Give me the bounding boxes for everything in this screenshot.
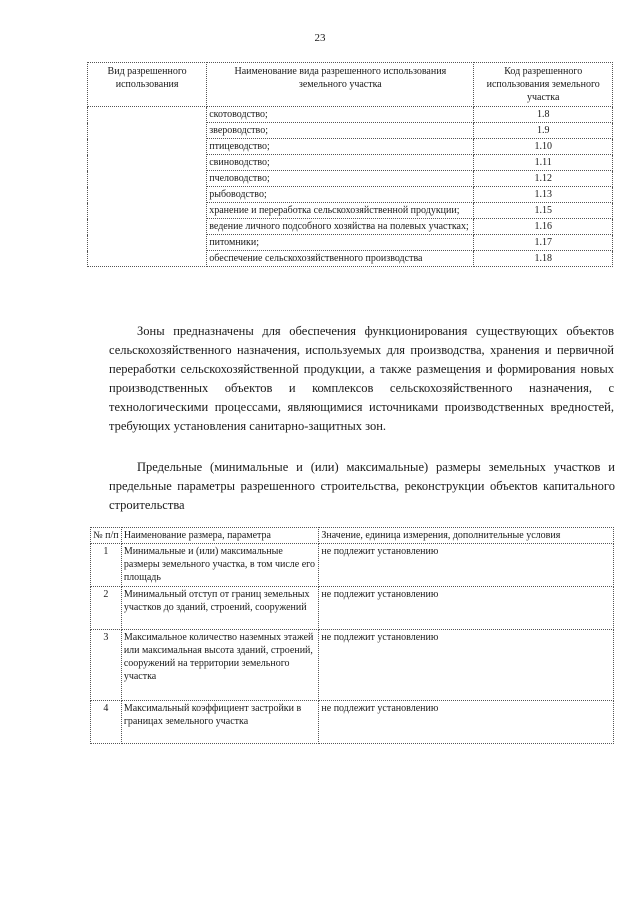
header-use-name: Наименование вида разрешенного использования земельного участка	[207, 63, 474, 107]
use-name: рыбоводство;	[207, 187, 474, 203]
page-number: 23	[314, 32, 326, 44]
parameter-value: не подлежит установлению	[319, 701, 614, 744]
use-name: свиноводство;	[207, 155, 474, 171]
parameter-value: не подлежит установлению	[319, 544, 614, 587]
use-code: 1.15	[474, 203, 613, 219]
table-header-row	[91, 528, 614, 544]
parameter-name: Минимальный отступ от границ земельных участков до зданий, строений, сооружений	[121, 587, 319, 630]
use-code: 1.17	[474, 235, 613, 251]
table-row	[91, 587, 614, 630]
row-number: 2	[91, 587, 122, 630]
use-name: птицеводство;	[207, 139, 474, 155]
limits-heading-text: Предельные (минимальные и (или) максимальные) размеры земельных участков и предельные параметры разрешенного строительства, реконструкции объектов капитального строительства	[109, 460, 615, 512]
table-header-row	[88, 63, 613, 107]
use-code: 1.9	[474, 123, 613, 139]
row-number: 3	[91, 630, 122, 701]
parameter-name: Максимальное количество наземных этажей или максимальная высота зданий, строений, сооружений на территории земельного участка	[121, 630, 319, 701]
limits-heading-paragraph	[109, 458, 615, 515]
use-code: 1.18	[474, 251, 613, 267]
use-code: 1.12	[474, 171, 613, 187]
header-parameter: Наименование размера, параметра	[121, 528, 319, 544]
parameter-value: не подлежит установлению	[319, 587, 614, 630]
header-use-type: Вид разрешенного использования	[88, 63, 207, 107]
use-name: ведение личного подсобного хозяйства на полевых участках;	[207, 219, 474, 235]
use-code: 1.10	[474, 139, 613, 155]
use-type-cell	[88, 107, 207, 267]
use-name: обеспечение сельскохозяйственного производства	[207, 251, 474, 267]
row-number: 1	[91, 544, 122, 587]
use-name: хранение и переработка сельскохозяйственной продукции;	[207, 203, 474, 219]
table-row	[91, 544, 614, 587]
header-use-code: Код разрешенного использования земельного участка	[474, 63, 613, 107]
zone-purpose-text: Зоны предназначены для обеспечения функционирования существующих объектов сельскохозяйственного назначения, используемых для производства, хранения и первичной переработки сельскохозяйственной продукции, а также размещения и формирования новых производственных объектов и комплексов сельскохозяйственного назначения, с технологическими процессами, являющимися источниками производственных вредностей, требующих установления санитарно-защитных зон.	[109, 324, 614, 433]
zone-purpose-paragraph	[109, 322, 614, 436]
use-name: питомники;	[207, 235, 474, 251]
use-code: 1.13	[474, 187, 613, 203]
row-number: 4	[91, 701, 122, 744]
parameter-name: Максимальный коэффициент застройки в границах земельного участка	[121, 701, 319, 744]
table-row	[88, 107, 613, 123]
parameter-value: не подлежит установлению	[319, 630, 614, 701]
permitted-use-table	[87, 62, 613, 267]
use-name: пчеловодство;	[207, 171, 474, 187]
use-name: звероводство;	[207, 123, 474, 139]
use-code: 1.11	[474, 155, 613, 171]
header-value: Значение, единица измерения, дополнительные условия	[319, 528, 614, 544]
use-name: скотоводство;	[207, 107, 474, 123]
parameters-table	[90, 527, 614, 744]
header-number: № п/п	[91, 528, 122, 544]
use-code: 1.8	[474, 107, 613, 123]
table-row	[91, 630, 614, 701]
parameter-name: Минимальные и (или) максимальные размеры земельного участка, в том числе его площадь	[121, 544, 319, 587]
table-row	[91, 701, 614, 744]
use-code: 1.16	[474, 219, 613, 235]
